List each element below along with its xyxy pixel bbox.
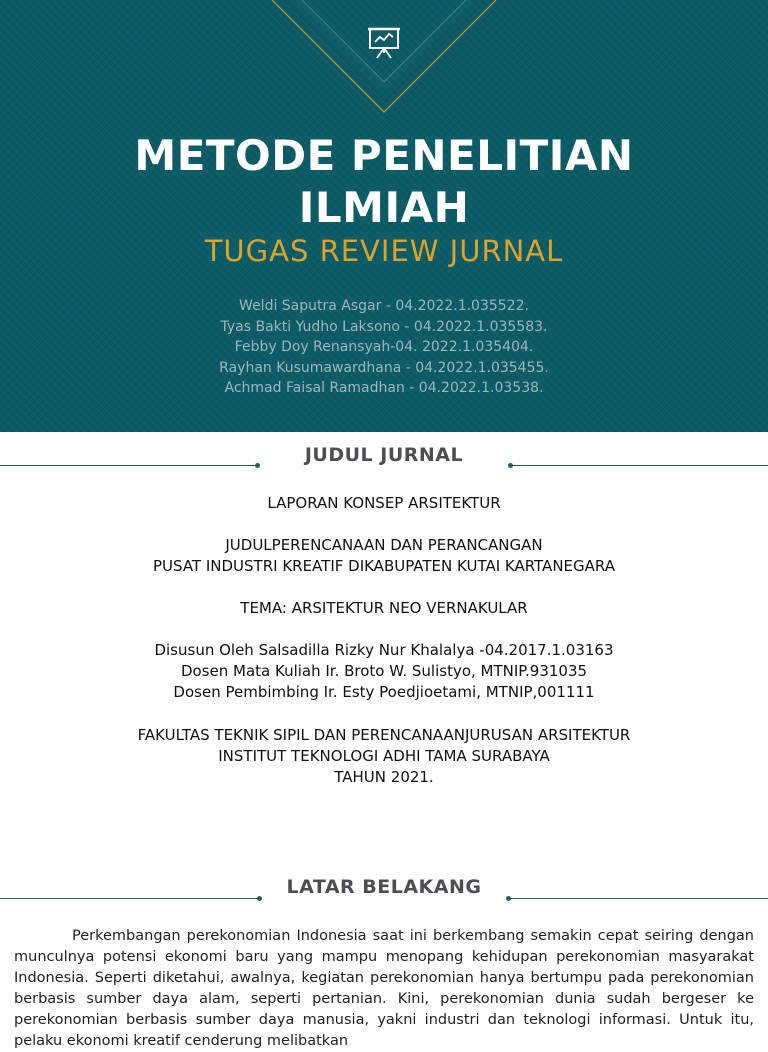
journal-line: FAKULTAS TEKNIK SIPIL DAN PERENCANAANJURUSAN ARSITEKTUR (137, 726, 631, 744)
journal-theme (0, 598, 768, 619)
journal-line: PUSAT INDUSTRI KREATIF DIKABUPATEN KUTAI KARTANEGARA (153, 557, 615, 575)
journal-title-block (0, 493, 768, 514)
presentation-board-icon (368, 26, 400, 60)
author-item: Tyas Bakti Yudho Laksono - 04.2022.1.035583. (220, 318, 548, 335)
author-item: Febby Doy Renansyah-04. 2022.1.035404. (234, 339, 534, 355)
journal-line: INSTITUT TEKNOLOGI ADHI TAMA SURABAYA (218, 747, 550, 765)
cover-title-line-2: ILMIAH (298, 183, 470, 232)
author-item: Rayhan Kusumawardhana - 04.2022.1.035455. (219, 359, 549, 376)
author-list (0, 296, 768, 399)
background-paragraph (14, 926, 754, 1052)
journal-line: LAPORAN KONSEP ARSITEKTUR (267, 494, 501, 512)
background-paragraph-text: Perkembangan perekonomian Indonesia saat ini berkembang semakin cepat seiring dengan munculnya potensi ekonomi baru yang mampu menopang kehidupan perekonomian masyarakat Indonesia. Seperti diketahui, awalnya, kegiatan perekonomian hanya bertumpu pada perekonomian berbasis sumber daya alam, seperti pertanian. Kini, perekonomian dunia sudah bergeser ke perekonomian berbasis sumber daya manusia, yakni industri dan teknologi informasi. Untuk itu, pelaku ekonomi kreatif cenderung melibatkan (14, 928, 754, 1049)
cover-slide (0, 0, 768, 432)
cover-title-line-1: METODE PENELITIAN (134, 131, 634, 180)
section-heading-latar: LATAR BELAKANG (286, 876, 482, 898)
journal-line: Dosen Mata Kuliah Ir. Broto W. Sulistyo, MTNIP.931035 (180, 662, 588, 680)
journal-institution (0, 725, 768, 788)
divider-line-right (509, 898, 768, 899)
journal-line: Disusun Oleh Salsadilla Rizky Nur Khalalya -04.2017.1.03163 (154, 641, 614, 659)
divider-line-right (511, 465, 768, 466)
journal-line: TAHUN 2021. (334, 768, 434, 786)
journal-line: JUDULPERENCANAAN DAN PERANCANGAN (225, 536, 543, 554)
journal-title-block (0, 535, 768, 577)
author-item: Weldi Saputra Asgar - 04.2022.1.035522. (239, 298, 529, 314)
divider-line-left (0, 898, 258, 899)
author-item: Achmad Faisal Ramadhan - 04.2022.1.03538. (224, 380, 544, 396)
journal-line: TEMA: ARSITEKTUR NEO VERNAKULAR (240, 599, 528, 617)
cover-subtitle: TUGAS REVIEW JURNAL (204, 234, 564, 268)
section-heading-judul: JUDUL JURNAL (304, 444, 464, 466)
journal-credits (0, 640, 768, 703)
journal-line: Dosen Pembimbing Ir. Esty Poedjioetami, MTNIP,001111 (173, 683, 595, 701)
